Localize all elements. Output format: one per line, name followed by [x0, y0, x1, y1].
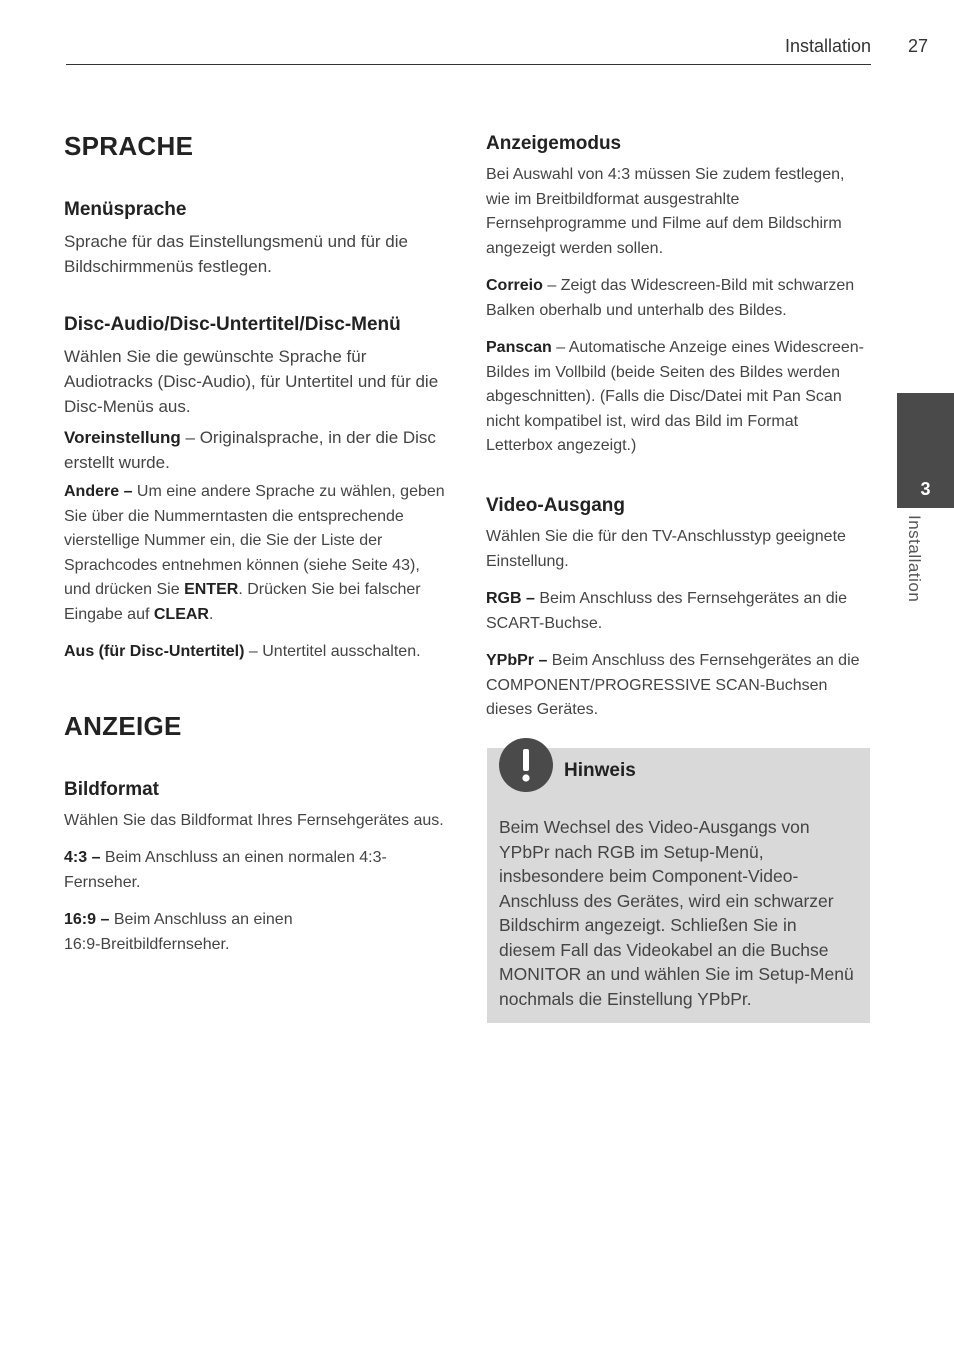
page-number: 27: [908, 36, 929, 56]
panscan-paragraph: [486, 336, 868, 459]
voreinstellung-term: Voreinstellung: [64, 428, 181, 447]
note-title: Hinweis: [564, 760, 636, 781]
heading-menusprache: Menüsprache: [64, 199, 187, 220]
ratio-16-9-paragraph: [64, 908, 314, 957]
voreinstellung-text: – Originalsprache, in der die Disc erstellt wurde.: [64, 428, 436, 472]
voreinstellung-paragraph: [64, 425, 449, 475]
exclamation-icon: [499, 738, 553, 792]
ypbpr-term: YPbPr –: [486, 652, 548, 669]
section-title-sprache: SPRACHE: [64, 131, 194, 161]
andere-text-2: . Drücken Sie bei falscher Eingabe auf: [64, 581, 421, 623]
ypbpr-paragraph: [486, 649, 872, 723]
andere-text-3: .: [208, 605, 214, 623]
andere-paragraph: [64, 480, 449, 627]
ratio-16-9-term: 16:9 –: [64, 911, 110, 928]
disc-text: Wählen Sie die gewünschte Sprache für Audiotracks (Disc-Audio), für Untertitel und für die Disc-Menüs aus.: [64, 347, 439, 416]
heading-disc: Disc-Audio/Disc-Untertitel/Disc-Menü: [64, 314, 401, 335]
clear-key: CLEAR: [153, 605, 209, 623]
correio-text: – Zeigt das Widescreen-Bild mit schwarzen Balken oberhalb und unterhalb des Bildes.: [486, 277, 855, 319]
andere-text-1: Um eine andere Sprache zu wählen, geben Sie über die Nummerntasten die entsprechende vierstellige Nummer ein, die Sie der Liste der Sprachcodes entnehmen können (siehe Seite 43), und drücken Sie: [64, 483, 445, 598]
heading-anzeigemodus: Anzeigemodus: [486, 133, 622, 154]
rgb-term: RGB –: [486, 590, 535, 607]
note-text: Beim Wechsel des Video-Ausgangs von YPbPr nach RGB im Setup-Menü, insbesondere beim Component-Video-Anschluss des Gerätes, wird ein schwarzer Bildschirm angezeigt. Schließen Sie in diesem Fall das Videokabel an die Buchse MONITOR an und wählen Sie im Setup-Menü nochmals die Einstellung YPbPr.: [499, 817, 854, 1009]
aus-text: – Untertitel ausschalten.: [244, 643, 421, 660]
aus-paragraph: [64, 640, 454, 665]
correio-term: Correio: [486, 277, 543, 294]
ratio-16-9-text: Beim Anschluss an einen 16:9-Breitbildfernseher.: [64, 911, 293, 953]
menusprache-text: Sprache für das Einstellungsmenü und für die Bildschirmmenüs festlegen.: [64, 232, 408, 276]
aus-term: Aus (für Disc-Untertitel): [64, 643, 245, 660]
header-section-title: Installation: [784, 36, 871, 56]
ratio-4-3-term: 4:3 –: [64, 849, 101, 866]
header-divider: [66, 64, 871, 65]
rgb-text: Beim Anschluss des Fernsehgerätes an die SCART-Buchse.: [486, 590, 848, 632]
anzeigemodus-text: Bei Auswahl von 4:3 müssen Sie zudem festlegen, wie im Breitbildformat ausgestrahlte Fernsehprogramme und Filme auf dem Bildschirm angezeigt werden sollen.: [486, 166, 845, 257]
panscan-text: – Automatische Anzeige eines Widescreen-Bildes im Vollbild (beide Seiten des Bildes werden abgeschnitten). (Falls die Disc/Datei mit Pan Scan nicht kompatibel ist, wird das Bild im Format Letterbox angezeigt.): [486, 339, 864, 454]
ratio-4-3-paragraph: [64, 846, 394, 895]
rgb-paragraph: [486, 587, 872, 636]
correio-paragraph: [486, 274, 872, 323]
andere-term: Andere –: [64, 483, 133, 500]
heading-video-ausgang: Video-Ausgang: [486, 495, 625, 516]
note-box: [487, 748, 870, 1023]
section-title-anzeige: ANZEIGE: [64, 711, 182, 741]
video-ausgang-text: Wählen Sie die für den TV-Anschlusstyp geeignete Einstellung.: [486, 528, 846, 570]
ratio-4-3-text: Beim Anschluss an einen normalen 4:3-Fernseher.: [64, 849, 387, 891]
panscan-term: Panscan: [486, 339, 552, 356]
bildformat-text: Wählen Sie das Bildformat Ihres Fernsehgerätes aus.: [64, 812, 444, 829]
chapter-tab-label: Installation: [905, 515, 924, 603]
chapter-tab: [897, 393, 954, 508]
enter-key: ENTER: [184, 581, 239, 598]
heading-bildformat: Bildformat: [64, 779, 159, 800]
chapter-number: 3: [920, 479, 931, 499]
ypbpr-text: Beim Anschluss des Fernsehgerätes an die COMPONENT/PROGRESSIVE SCAN-Buchsen dieses Gerätes.: [486, 652, 860, 718]
